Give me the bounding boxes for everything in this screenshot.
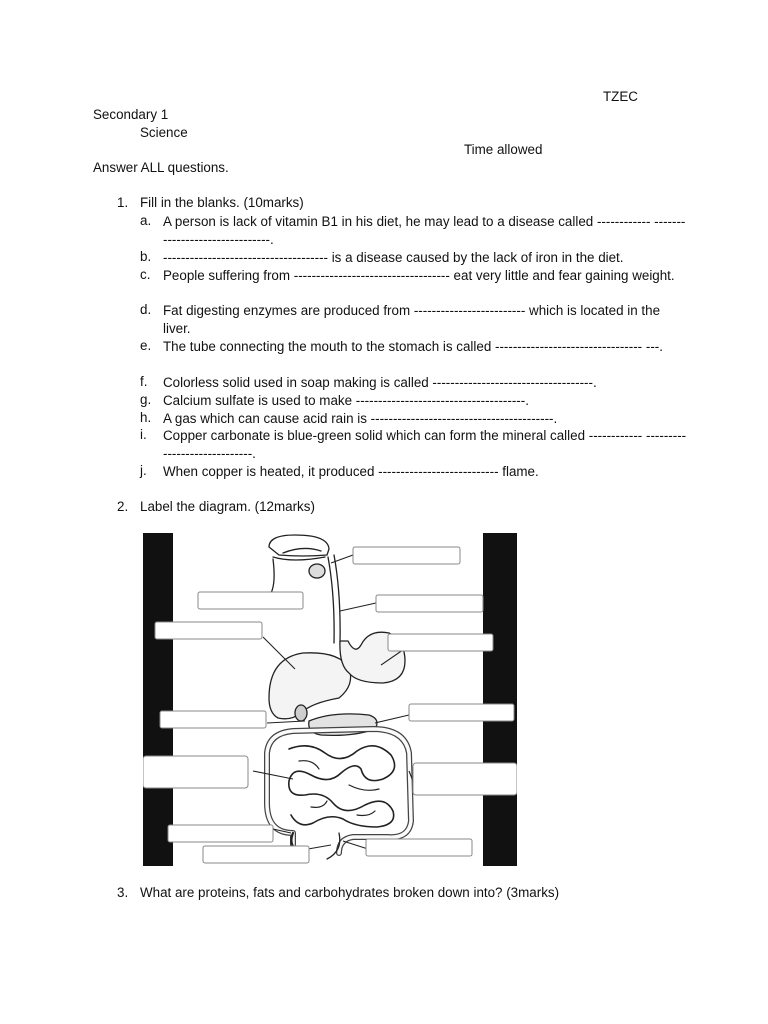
gall-bladder [295, 705, 307, 721]
question-1-number: 1. [117, 195, 129, 210]
item-text: Copper carbonate is blue-green solid which can form the mineral called ------------ -----------------------------. [163, 428, 687, 461]
label-box [143, 756, 248, 788]
question-1-prompt: Fill in the blanks. (10marks) [140, 195, 304, 210]
question-3-prompt: What are proteins, fats and carbohydrates broken down into? (3marks) [140, 885, 560, 900]
item-text: Colorless solid used in soap making is called ------------------------------------. [163, 375, 597, 390]
digestive-system-diagram [143, 533, 517, 866]
label-box [353, 547, 460, 564]
label-box [198, 592, 303, 609]
level-heading: Secondary 1 [93, 107, 169, 122]
item-label: f. [140, 374, 148, 389]
question-2-prompt: Label the diagram. (12marks) [140, 499, 315, 514]
item-text: The tube connecting the mouth to the stomach is called --------------------------------- ---. [163, 339, 663, 354]
item-label: i. [140, 427, 147, 442]
item-text: Fat digesting enzymes are produced from ------------------------- which is located in the liver. [163, 303, 661, 336]
digestive-system-illustration [143, 533, 517, 866]
time-allowed: Time allowed [464, 142, 543, 157]
item-text: Calcium sulfate is used to make --------------------------------------. [163, 393, 529, 408]
item-label: h. [140, 410, 152, 425]
item-text: People suffering from ----------------------------------- eat very little and fear gaining weight. [163, 268, 675, 283]
item-label: e. [140, 338, 152, 353]
left-border-bar [143, 533, 173, 866]
item-label: g. [140, 392, 152, 407]
item-label: a. [140, 213, 152, 228]
label-box [388, 634, 493, 651]
right-border-bar [483, 533, 517, 866]
school-code: TZEC [603, 89, 638, 104]
subject-heading: Science [140, 125, 188, 140]
label-box [168, 825, 273, 842]
label-box [155, 622, 262, 639]
item-label: j. [140, 463, 147, 478]
question-3-number: 3. [117, 885, 129, 900]
item-text: When copper is heated, it produced --------------------------- flame. [163, 464, 539, 479]
label-box [376, 595, 483, 612]
label-box [160, 711, 266, 728]
instructions: Answer ALL questions. [93, 160, 229, 175]
item-label: b. [140, 249, 152, 264]
item-text: A gas which can cause acid rain is -----------------------------------------. [163, 411, 558, 426]
label-box [409, 704, 514, 721]
item-text: ------------------------------------- is a disease caused by the lack of iron in the diet. [163, 250, 624, 265]
item-text: A person is lack of vitamin B1 in his diet, he may lead to a disease called ------------ -------------------------------. [163, 214, 686, 247]
question-2-number: 2. [117, 499, 129, 514]
salivary-gland [309, 564, 325, 578]
label-box [203, 846, 309, 863]
label-box [366, 839, 472, 856]
item-label: d. [140, 302, 152, 317]
item-label: c. [140, 267, 151, 282]
label-box [413, 763, 517, 795]
